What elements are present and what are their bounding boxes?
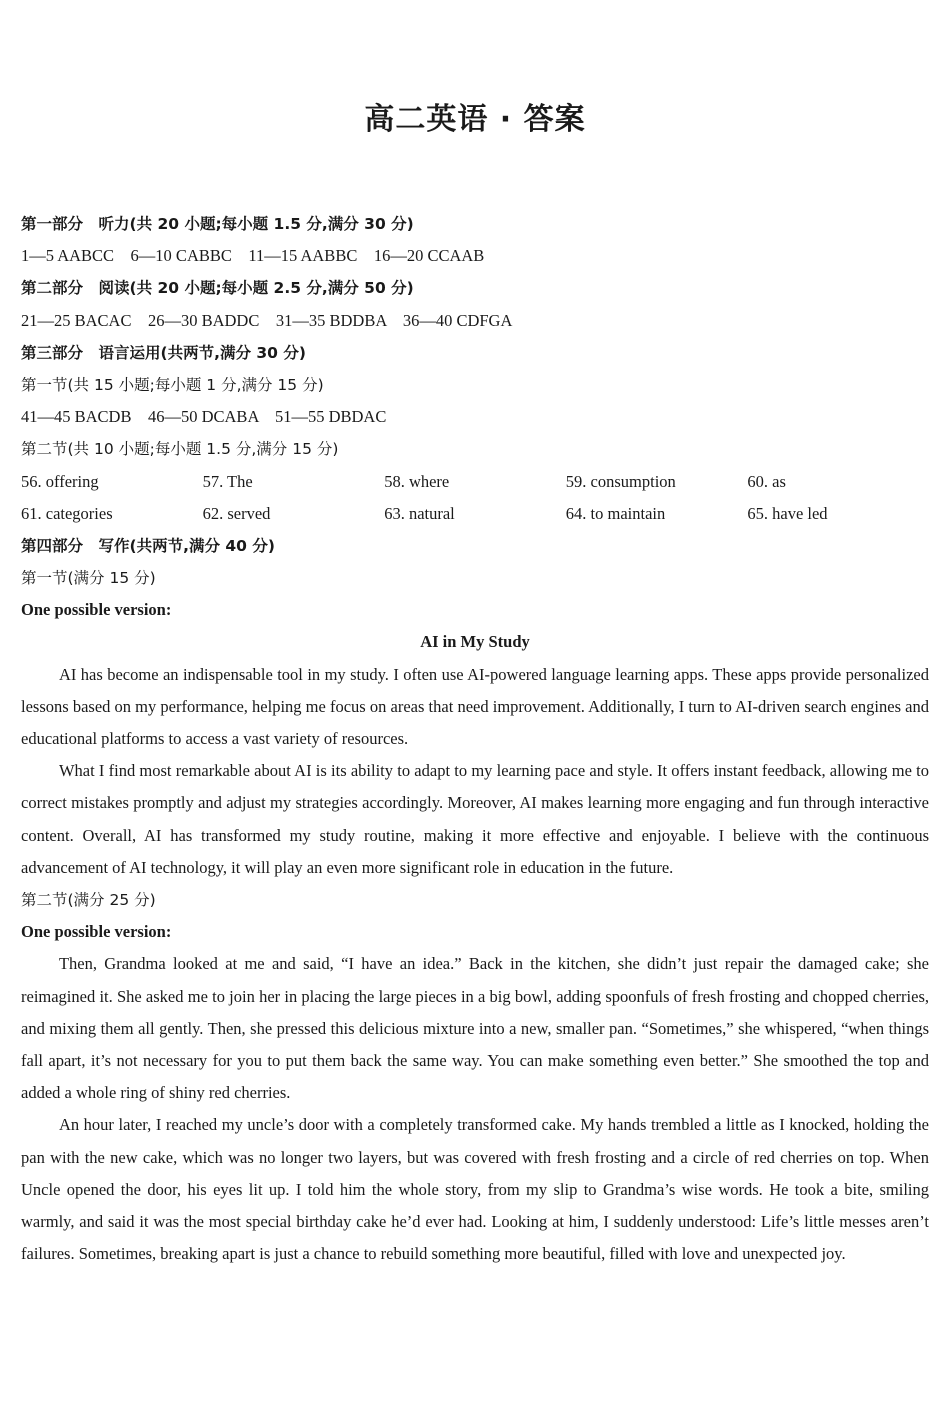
part3-section1-answers: 41—45 BACDB 46—50 DCABA 51—55 DBDAC: [21, 407, 387, 427]
answer-59: 59. consumption: [565, 471, 676, 491]
part4-heading: 第四部分 写作(共两节,满分 40 分): [21, 536, 275, 555]
part3-heading: 第三部分 语言运用(共两节,满分 30 分): [21, 343, 306, 362]
answer-content: [21, 208, 929, 1270]
answer-57: 57. The: [202, 471, 253, 491]
page-title: 高二英语 · 答案: [364, 102, 586, 137]
part1-heading: 第一部分 听力(共 20 小题;每小题 1.5 分,满分 30 分): [21, 215, 414, 233]
answer-60: 60. as: [747, 471, 786, 491]
part2-heading: 第二部分 阅读(共 20 小题;每小题 2.5 分,满分 50 分): [21, 279, 414, 298]
part3-section2-row2: [21, 498, 929, 530]
answer-62: 62. served: [202, 503, 271, 523]
answer-63: 63. natural: [384, 503, 455, 523]
answer-61: 61. categories: [21, 503, 113, 523]
essay2-paragraph-2: An hour later, I reached my uncle’s door with a completely transformed cake. My hands trembled a little as I knocked, holding the pan with the new cake, which was no longer two layers, but was covered with fresh frosting and a circle of red cherries on top. When Uncle opened the door, his eyes lit up. I told him the whole story, from my slip to Grandma’s wise words. He took a bite, smiling warmly, and said it was the most special birthday cake he’d ever had. Looking at him, I suddenly understood: Life’s little messes aren’t failures. Sometimes, breaking apart is just a chance to rebuild something more beautiful, filled with love and unexpected joy.: [21, 1115, 929, 1264]
essay1-paragraph-1: AI has become an indispensable tool in my study. I often use AI-powered language learning apps. These apps provide personalized lessons based on my performance, helping me focus on areas that need improvement. Additionally, I turn to AI-driven search engines and educational platforms to access a vast variety of resources.: [21, 664, 929, 749]
part3-section2-heading: 第二节(共 10 小题;每小题 1.5 分,满分 15 分): [21, 440, 339, 459]
essay1-paragraph-2: What I find most remarkable about AI is its ability to adapt to my learning pace and style. It offers instant feedback, allowing me to correct mistakes promptly and adjust my strategies accordingly. Moreover, AI makes learning more engaging and fun through interactive content. Overall, AI has transformed my study routine, making it more effective and enjoyable. I believe with the continuous advancement of AI technology, it will play an even more significant role in education in the future.: [21, 761, 929, 877]
part1-answers: 1—5 AABCC 6—10 CABBC 11—15 AABBC 16—20 CCAAB: [21, 246, 485, 266]
answer-65: 65. have led: [747, 503, 828, 523]
essay2-paragraph-1: Then, Grandma looked at me and said, “I have an idea.” Back in the kitchen, she didn’t just repair the damaged cake; she reimagined it. She asked me to join her in placing the large pieces in a big bowl, adding spoonfuls of fresh frosting and chopped cherries, and mixing them all gently. Then, she pressed this delicious mixture into a new, smaller pan. “Sometimes,” she whispered, “when things fall apart, it’s not necessary for you to put them back the same way. You can make something even better.” She smoothed the top and added a whole ring of shiny red cherries.: [21, 954, 929, 1103]
answer-64: 64. to maintain: [565, 503, 666, 523]
essay1-title: AI in My Study: [420, 632, 530, 652]
part4-section1-heading: 第一节(满分 15 分): [21, 569, 156, 588]
part2-answers: 21—25 BACAC 26—30 BADDC 31—35 BDDBA 36—40 CDFGA: [21, 310, 513, 330]
part3-section1-heading: 第一节(共 15 小题;每小题 1 分,满分 15 分): [21, 375, 324, 394]
part3-section2-row1: [21, 466, 929, 498]
answer-58: 58. where: [384, 471, 450, 491]
part4-section2-heading: 第二节(满分 25 分): [21, 891, 156, 910]
part4-section2-label: One possible version:: [21, 922, 172, 942]
part4-section1-label: One possible version:: [21, 600, 172, 620]
answer-56: 56. offering: [21, 471, 99, 491]
